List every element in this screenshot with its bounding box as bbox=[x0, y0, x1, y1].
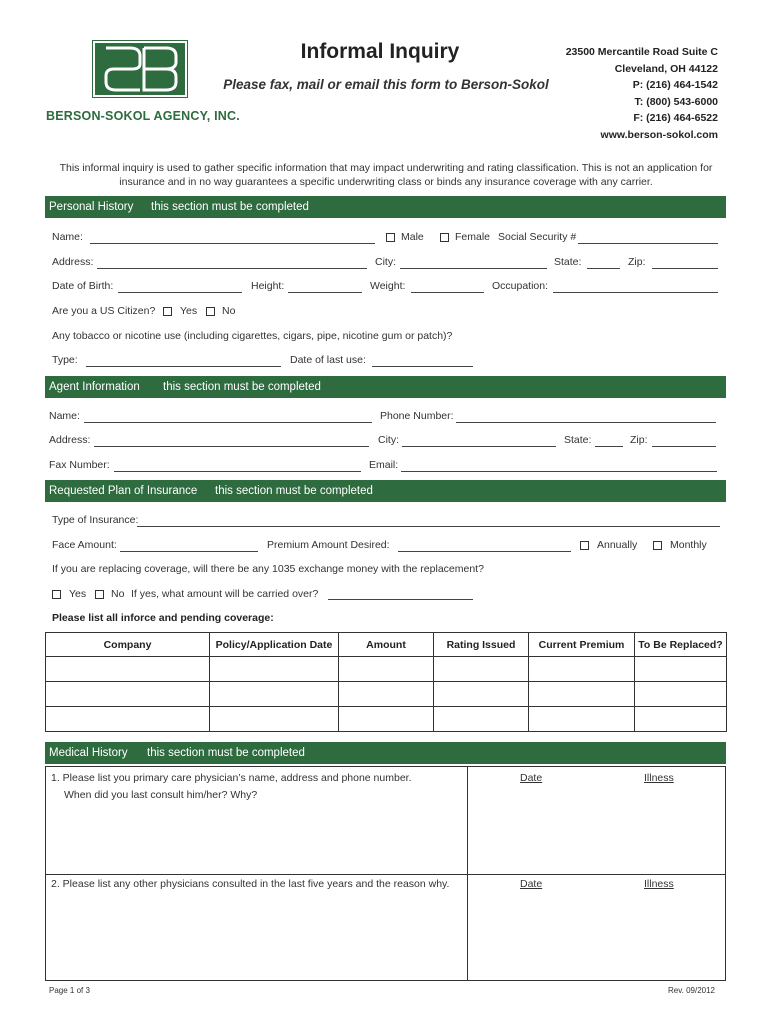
agent-information-bar bbox=[45, 376, 726, 398]
revision-date: Rev. 09/2012 bbox=[668, 986, 715, 995]
last-use-label: Date of last use: bbox=[290, 354, 366, 366]
contact-address bbox=[566, 44, 718, 144]
agent-city-label: City: bbox=[378, 434, 399, 446]
coverage-table bbox=[45, 632, 727, 732]
female-checkbox[interactable] bbox=[440, 233, 449, 242]
table-cell[interactable] bbox=[210, 707, 339, 732]
address-field[interactable] bbox=[97, 268, 367, 269]
agent-email-field[interactable] bbox=[401, 471, 717, 472]
section-note: this section must be completed bbox=[151, 201, 309, 213]
col-amount: Amount bbox=[339, 633, 434, 657]
name-field[interactable] bbox=[90, 243, 375, 244]
state-field[interactable] bbox=[587, 268, 620, 269]
agent-phone-label: Phone Number: bbox=[380, 410, 454, 422]
table-cell[interactable] bbox=[434, 682, 529, 707]
table-cell[interactable] bbox=[210, 657, 339, 682]
table-cell[interactable] bbox=[339, 707, 434, 732]
insurance-type-label: Type of Insurance: bbox=[52, 514, 139, 526]
agent-name-label: Name: bbox=[49, 410, 80, 422]
q2-illness-label: Illness bbox=[644, 878, 674, 890]
section-title: Medical History bbox=[49, 747, 128, 759]
address-fax: F: (216) 464-6522 bbox=[633, 112, 718, 125]
state-label: State: bbox=[554, 256, 582, 268]
agent-zip-field[interactable] bbox=[652, 446, 716, 447]
table-cell[interactable] bbox=[46, 682, 210, 707]
annually-label: Annually bbox=[597, 539, 638, 551]
zip-field[interactable] bbox=[652, 268, 718, 269]
last-use-field[interactable] bbox=[372, 366, 473, 367]
row-divider bbox=[46, 874, 725, 875]
medical-history-bar bbox=[45, 742, 726, 764]
col-current-premium: Current Premium bbox=[529, 633, 635, 657]
table-cell[interactable] bbox=[210, 682, 339, 707]
table-cell[interactable] bbox=[434, 657, 529, 682]
city-label: City: bbox=[375, 256, 396, 268]
premium-label: Premium Amount Desired: bbox=[267, 539, 390, 551]
agent-fax-label: Fax Number: bbox=[49, 459, 110, 471]
section-title: Agent Information bbox=[49, 381, 140, 393]
table-cell[interactable] bbox=[529, 657, 635, 682]
weight-field[interactable] bbox=[411, 292, 484, 293]
agent-state-field[interactable] bbox=[595, 446, 623, 447]
table-row bbox=[46, 682, 727, 707]
address-website: www.berson-sokol.com bbox=[600, 128, 718, 141]
height-field[interactable] bbox=[288, 292, 362, 293]
ssn-label: Social Security # bbox=[498, 231, 577, 243]
agent-fax-field[interactable] bbox=[114, 471, 361, 472]
table-cell[interactable] bbox=[434, 707, 529, 732]
zip-label: Zip: bbox=[628, 256, 646, 268]
agent-state-label: State: bbox=[564, 434, 592, 446]
dob-label: Date of Birth: bbox=[52, 280, 114, 292]
monthly-label: Monthly bbox=[670, 539, 707, 551]
female-label: Female bbox=[455, 231, 491, 243]
table-cell[interactable] bbox=[635, 707, 727, 732]
section-note: this section must be completed bbox=[163, 381, 321, 393]
address-tollfree: T: (800) 543-6000 bbox=[634, 95, 718, 108]
replace-yes-label: Yes bbox=[69, 588, 87, 600]
page-subtitle: Please fax, mail or email this form to Berson-Sokol bbox=[223, 77, 549, 92]
col-rating: Rating Issued bbox=[434, 633, 529, 657]
agency-name: BERSON-SOKOL AGENCY, INC. bbox=[46, 109, 240, 123]
replace-yes-checkbox[interactable] bbox=[52, 590, 61, 599]
citizen-yes-checkbox[interactable] bbox=[163, 307, 172, 316]
citizen-no-checkbox[interactable] bbox=[206, 307, 215, 316]
coverage-list-label: Please list all inforce and pending coverage: bbox=[52, 612, 274, 624]
male-checkbox[interactable] bbox=[386, 233, 395, 242]
male-label: Male bbox=[401, 231, 424, 243]
citizen-no-label: No bbox=[222, 305, 236, 317]
occupation-label: Occupation: bbox=[492, 280, 549, 292]
address-phone: P: (216) 464-1542 bbox=[632, 79, 718, 92]
company-logo bbox=[92, 40, 188, 98]
ssn-field[interactable] bbox=[578, 243, 718, 244]
monthly-checkbox[interactable] bbox=[653, 541, 662, 550]
agent-name-field[interactable] bbox=[84, 422, 372, 423]
replace-no-label: No bbox=[111, 588, 125, 600]
intro-text: This informal inquiry is used to gather specific information that may impact underwriting and rating classification. This is not an application for insurance and in no way guarantees a specific underwriting class or binds any insurance coverage with any carrier. bbox=[59, 162, 713, 188]
col-company: Company bbox=[46, 633, 210, 657]
medical-question-1: 1. Please list you primary care physician’s name, address and phone number. bbox=[51, 772, 412, 784]
page-title: Informal Inquiry bbox=[300, 40, 460, 63]
citizen-yes-label: Yes bbox=[180, 305, 198, 317]
carried-over-label: If yes, what amount will be carried over? bbox=[131, 588, 319, 600]
section-note: this section must be completed bbox=[147, 747, 305, 759]
q1-date-label: Date bbox=[520, 772, 543, 784]
tobacco-type-label: Type: bbox=[52, 354, 78, 366]
face-amount-field[interactable] bbox=[120, 551, 258, 552]
agent-city-field[interactable] bbox=[402, 446, 556, 447]
medical-history-box bbox=[45, 766, 726, 981]
replacing-question: If you are replacing coverage, will there be any 1035 exchange money with the replacement? bbox=[52, 563, 484, 575]
page-number: Page 1 of 3 bbox=[49, 986, 90, 995]
agent-zip-label: Zip: bbox=[630, 434, 648, 446]
table-cell[interactable] bbox=[529, 707, 635, 732]
table-cell[interactable] bbox=[635, 682, 727, 707]
name-label: Name: bbox=[52, 231, 83, 243]
q2-date-label: Date bbox=[520, 878, 543, 890]
q1-illness-label: Illness bbox=[644, 772, 674, 784]
face-amount-label: Face Amount: bbox=[52, 539, 117, 551]
agent-address-label: Address: bbox=[49, 434, 91, 446]
carried-over-field[interactable] bbox=[328, 599, 473, 600]
medical-question-2: 2. Please list any other physicians consulted in the last five years and the reason why. bbox=[51, 878, 450, 890]
section-title: Requested Plan of Insurance bbox=[49, 485, 198, 497]
requested-plan-bar bbox=[45, 480, 726, 502]
table-cell[interactable] bbox=[46, 707, 210, 732]
premium-field[interactable] bbox=[398, 551, 571, 552]
weight-label: Weight: bbox=[370, 280, 406, 292]
section-title: Personal History bbox=[49, 201, 134, 213]
agent-address-field[interactable] bbox=[94, 446, 369, 447]
address-city: Cleveland, OH 44122 bbox=[614, 62, 718, 75]
annually-checkbox[interactable] bbox=[580, 541, 589, 550]
tobacco-type-field[interactable] bbox=[86, 366, 281, 367]
address-label: Address: bbox=[52, 256, 94, 268]
table-row bbox=[46, 657, 727, 682]
coverage-table-header bbox=[46, 633, 727, 657]
table-row bbox=[46, 707, 727, 732]
table-cell[interactable] bbox=[46, 657, 210, 682]
table-cell[interactable] bbox=[339, 657, 434, 682]
address-street: 23500 Mercantile Road Suite C bbox=[565, 46, 718, 58]
dob-field[interactable] bbox=[118, 292, 242, 293]
citizen-label: Are you a US Citizen? bbox=[52, 305, 156, 317]
replace-no-checkbox[interactable] bbox=[95, 590, 104, 599]
medical-question-1-followup: When did you last consult him/her? Why? bbox=[64, 789, 258, 801]
section-note: this section must be completed bbox=[215, 485, 373, 497]
tobacco-question: Any tobacco or nicotine use (including cigarettes, cigars, pipe, nicotine gum or patch)? bbox=[52, 330, 453, 342]
col-to-be-replaced: To Be Replaced? bbox=[635, 633, 727, 657]
agent-email-label: Email: bbox=[369, 459, 399, 471]
height-label: Height: bbox=[251, 280, 285, 292]
table-cell[interactable] bbox=[529, 682, 635, 707]
city-field[interactable] bbox=[400, 268, 547, 269]
table-cell[interactable] bbox=[635, 657, 727, 682]
col-policy-date: Policy/Application Date bbox=[210, 633, 339, 657]
insurance-type-field[interactable] bbox=[137, 526, 720, 527]
table-cell[interactable] bbox=[339, 682, 434, 707]
personal-history-bar bbox=[45, 196, 726, 218]
occupation-field[interactable] bbox=[553, 292, 718, 293]
agent-phone-field[interactable] bbox=[456, 422, 716, 423]
